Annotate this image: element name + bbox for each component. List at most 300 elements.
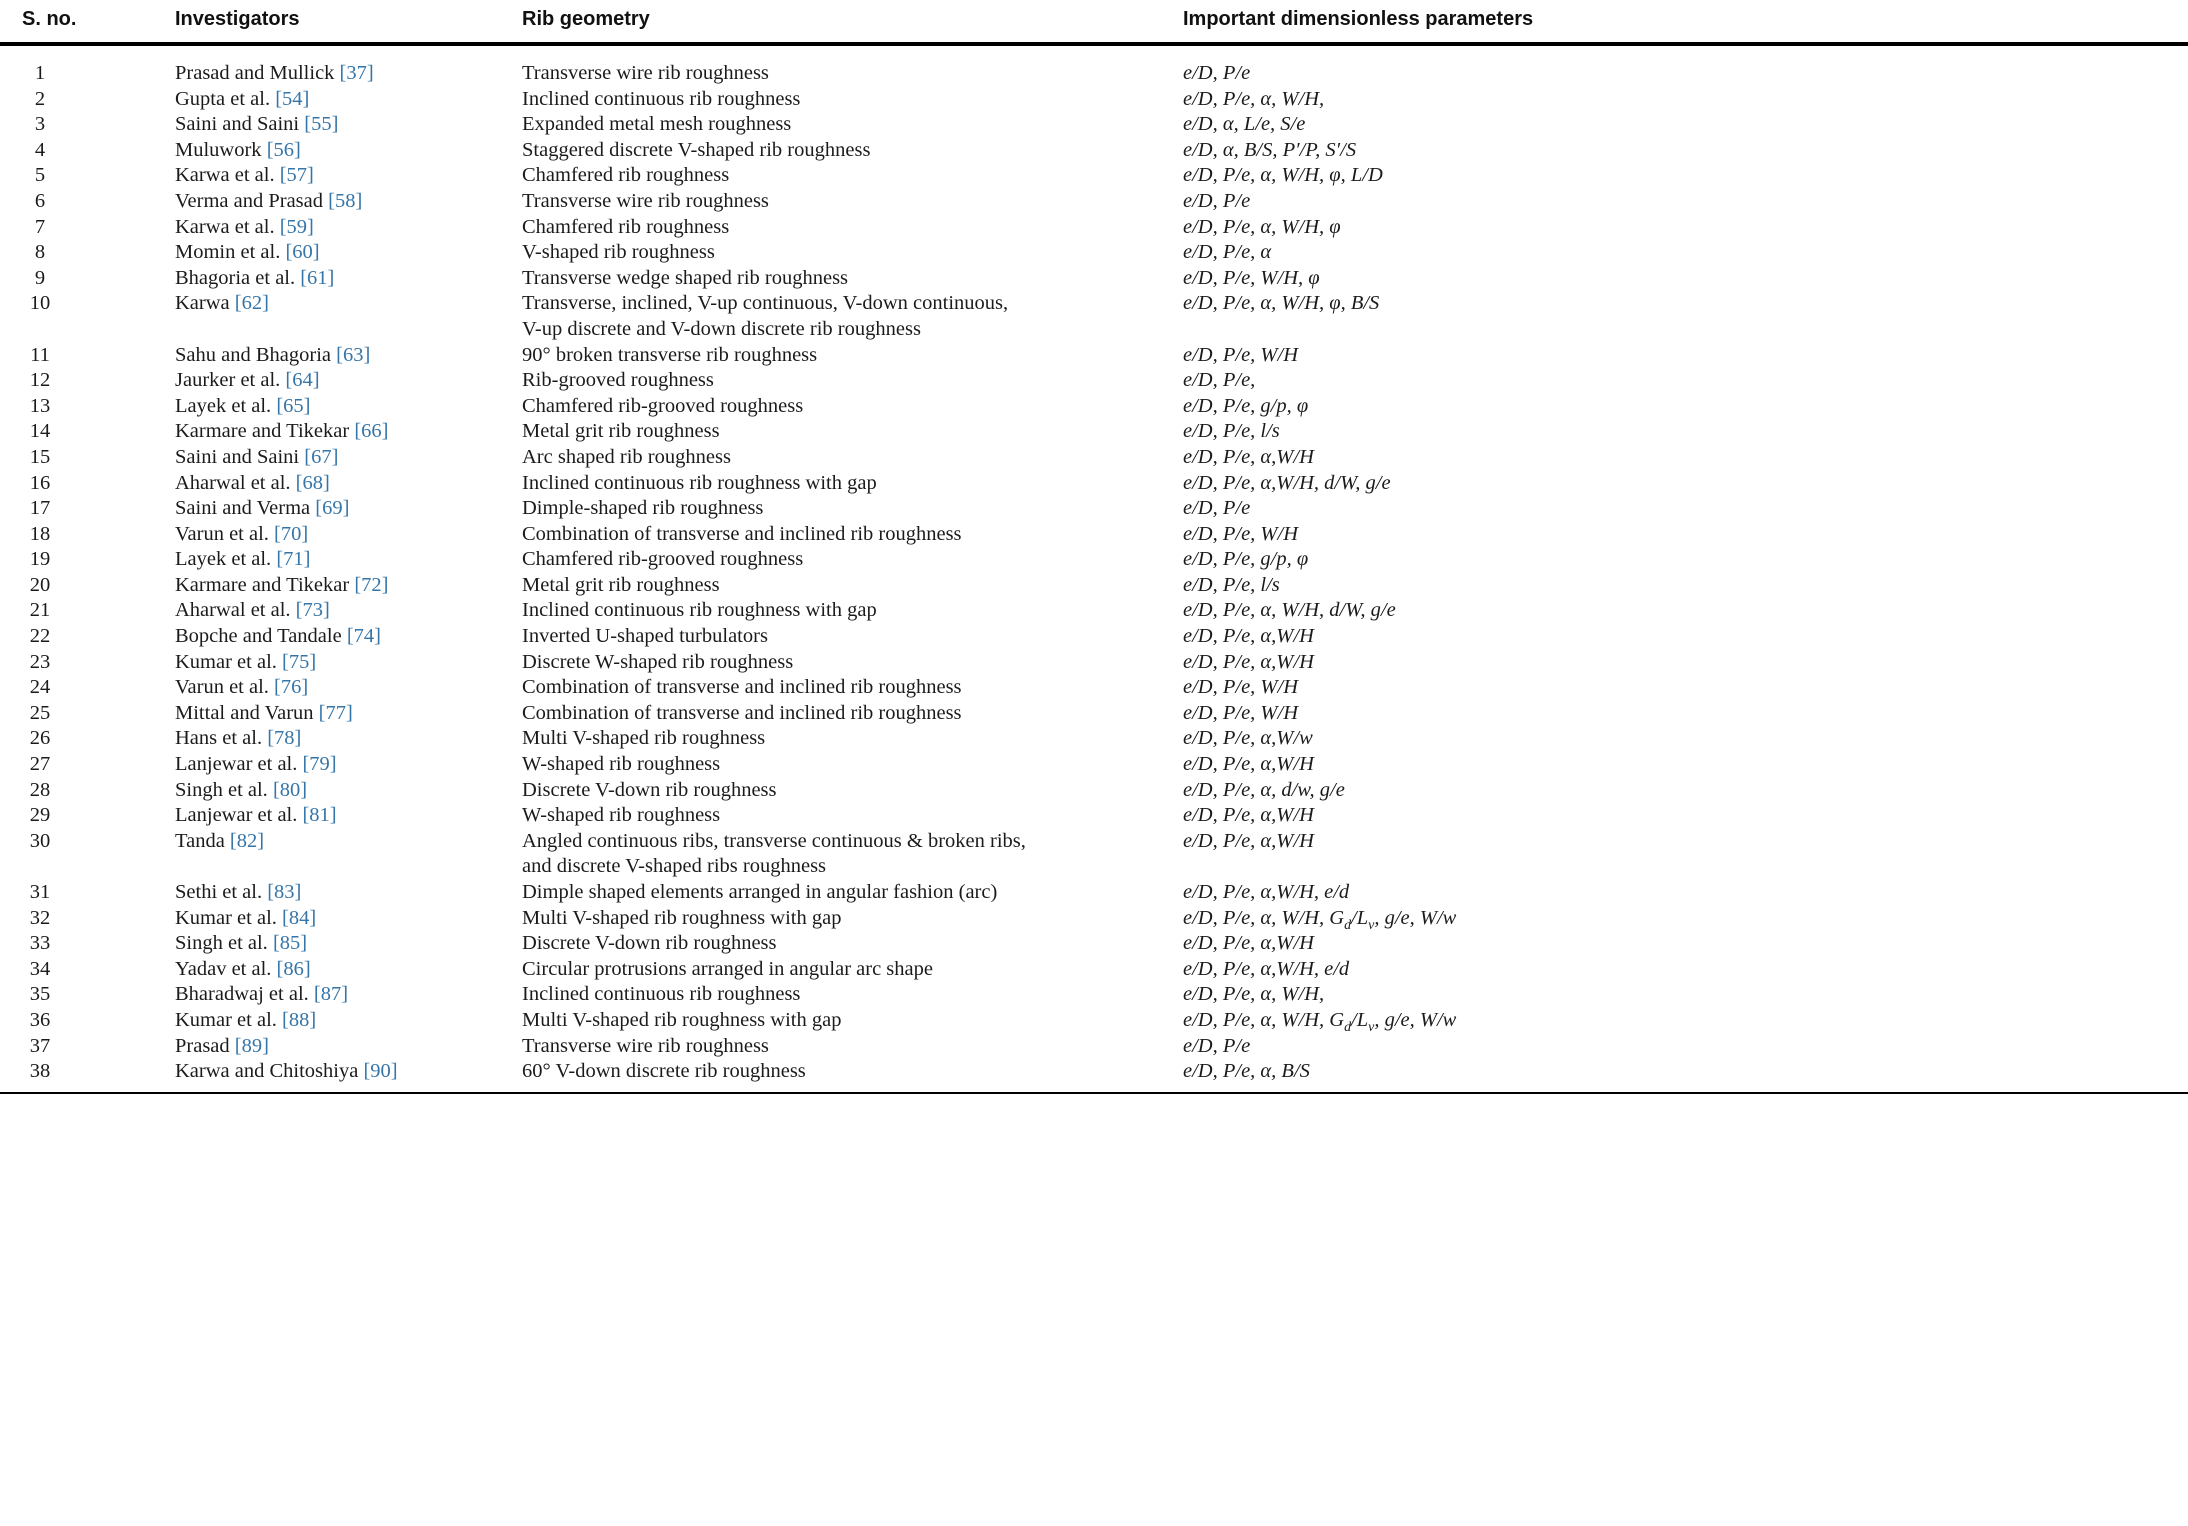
row-serial-number: 27 bbox=[29, 753, 51, 776]
serial-number-cell bbox=[22, 291, 175, 317]
rib-geometry-text: Discrete W-shaped rib roughness bbox=[522, 650, 794, 673]
reference-link[interactable]: [66] bbox=[354, 420, 389, 443]
serial-number-cell bbox=[22, 573, 175, 599]
rib-geometry-text: Combination of transverse and inclined rib roughness bbox=[522, 522, 962, 545]
investigator-name: Tanda bbox=[175, 829, 225, 852]
investigator-name: Layek et al. bbox=[175, 548, 272, 571]
table-row bbox=[22, 982, 2188, 1008]
parameters-text: e/D, P/e bbox=[1183, 62, 1251, 84]
serial-number-cell bbox=[22, 650, 175, 676]
table-row bbox=[22, 931, 2188, 957]
rib-geometry-text: Circular protrusions arranged in angular arc shape bbox=[522, 957, 933, 980]
investigator-name: Singh et al. bbox=[175, 932, 268, 955]
serial-number-cell bbox=[22, 1008, 175, 1034]
reference-link[interactable]: [89] bbox=[234, 1034, 269, 1057]
reference-link[interactable]: [59] bbox=[279, 215, 314, 238]
parameters-text: e/D, P/e, W/H bbox=[1183, 676, 1298, 699]
investigator-cell bbox=[175, 906, 522, 932]
investigator-name: Prasad and Mullick bbox=[175, 62, 335, 84]
investigator-name: Karwa bbox=[175, 292, 230, 315]
investigator-cell bbox=[175, 726, 522, 752]
investigator-cell bbox=[175, 368, 522, 394]
rib-geometry-text: Inclined continuous rib roughness with gap bbox=[522, 599, 877, 622]
header-rib-geometry: Rib geometry bbox=[522, 8, 650, 30]
investigator-name: Varun et al. bbox=[175, 676, 269, 699]
investigator-cell bbox=[175, 445, 522, 471]
investigator-cell bbox=[175, 957, 522, 983]
investigator-cell bbox=[175, 343, 522, 369]
investigator-cell bbox=[175, 1034, 522, 1060]
investigator-name: Lanjewar et al. bbox=[175, 804, 298, 827]
rib-geometry-text: 60° V-down discrete rib roughness bbox=[522, 1060, 806, 1083]
parameters-text: e/D, P/e, α, W/H, $G_d/L_v$, g/e, W/w bbox=[1183, 906, 1457, 933]
rib-geometry-text: Multi V-shaped rib roughness with gap bbox=[522, 906, 842, 929]
table-row bbox=[22, 752, 2188, 778]
rib-geometry-text: Combination of transverse and inclined rib roughness bbox=[522, 676, 962, 699]
reference-link[interactable]: [81] bbox=[302, 804, 337, 827]
parameters-text: e/D, P/e, α, W/H, bbox=[1183, 87, 1325, 110]
investigator-name: Sahu and Bhagoria bbox=[175, 343, 331, 366]
investigator-cell bbox=[175, 1059, 522, 1085]
investigator-cell bbox=[175, 880, 522, 906]
table-row bbox=[22, 701, 2188, 727]
row-serial-number: 9 bbox=[34, 266, 46, 289]
reference-link[interactable]: [71] bbox=[276, 548, 311, 571]
investigator-cell bbox=[175, 675, 522, 701]
investigator-cell bbox=[175, 624, 522, 650]
investigator-name: Verma and Prasad bbox=[175, 189, 324, 212]
serial-number-cell bbox=[22, 138, 175, 164]
parameters-text: e/D, P/e, α,W/H bbox=[1183, 804, 1314, 827]
reference-link[interactable]: [75] bbox=[282, 650, 317, 673]
table-row bbox=[22, 394, 2188, 420]
row-serial-number: 12 bbox=[29, 369, 51, 392]
table-row bbox=[22, 547, 2188, 573]
serial-number-cell bbox=[22, 112, 175, 138]
row-serial-number: 4 bbox=[34, 138, 46, 161]
reference-link[interactable]: [80] bbox=[272, 778, 308, 801]
rib-geometry-text: Multi V-shaped rib roughness bbox=[522, 727, 766, 750]
serial-number-cell bbox=[22, 598, 175, 624]
investigator-name: Karwa et al. bbox=[175, 215, 275, 238]
rib-geometry-text: W-shaped rib roughness bbox=[522, 753, 721, 776]
investigator-name: Sethi et al. bbox=[175, 881, 263, 903]
rib-geometry-text: Discrete V-down rib roughness bbox=[522, 932, 777, 955]
table-row bbox=[22, 906, 2188, 932]
serial-number-cell bbox=[22, 471, 175, 497]
serial-number-cell bbox=[22, 240, 175, 266]
serial-number-cell bbox=[22, 368, 175, 394]
table-row bbox=[22, 445, 2188, 471]
rib-geometry-text: Transverse, inclined, V-up continuous, V-down continuous, V-up discrete and V-down discrete rib roughness bbox=[522, 292, 1009, 340]
investigator-name: Gupta et al. bbox=[175, 87, 271, 110]
investigator-cell bbox=[175, 752, 522, 778]
row-serial-number: 5 bbox=[34, 164, 46, 187]
serial-number-cell bbox=[22, 931, 175, 957]
reference-link[interactable]: [62] bbox=[234, 292, 269, 315]
investigator-cell bbox=[175, 982, 522, 1008]
row-serial-number: 35 bbox=[29, 983, 51, 1006]
investigator-cell bbox=[175, 240, 522, 266]
investigator-cell bbox=[175, 701, 522, 727]
table-row bbox=[22, 87, 2188, 113]
row-serial-number: 28 bbox=[29, 778, 51, 801]
row-serial-number: 24 bbox=[29, 676, 51, 699]
investigator-name: Karmare and Tikekar bbox=[175, 573, 350, 596]
investigator-name: Layek et al. bbox=[175, 394, 272, 417]
investigator-cell bbox=[175, 112, 522, 138]
parameters-text: e/D, P/e, α, W/H, $G_d/L_v$, g/e, W/w bbox=[1183, 1008, 1457, 1036]
reference-link[interactable]: [79] bbox=[302, 753, 337, 776]
row-serial-number: 26 bbox=[29, 727, 51, 750]
row-serial-number: 16 bbox=[29, 471, 51, 494]
investigator-name: Saini and Saini bbox=[175, 445, 300, 468]
serial-number-cell bbox=[22, 624, 175, 650]
rib-geometry-text: V-shaped rib roughness bbox=[522, 241, 715, 264]
reference-link[interactable]: [70] bbox=[274, 522, 309, 545]
reference-link[interactable]: [67] bbox=[304, 445, 339, 468]
investigator-name: Karwa and Chitoshiya bbox=[175, 1060, 359, 1083]
serial-number-cell bbox=[22, 906, 175, 932]
row-serial-number: 18 bbox=[29, 522, 51, 545]
row-serial-number: 23 bbox=[29, 650, 51, 673]
investigator-name: Mittal and Varun bbox=[175, 701, 314, 724]
parameters-text: e/D, P/e, α bbox=[1183, 241, 1272, 264]
serial-number-cell bbox=[22, 163, 175, 189]
reference-link[interactable]: [82] bbox=[229, 829, 265, 852]
parameters-text: e/D, P/e, W/H, φ bbox=[1183, 266, 1320, 289]
reference-link[interactable]: [57] bbox=[279, 164, 314, 187]
parameters-text: e/D, P/e, α, W/H, φ bbox=[1183, 215, 1341, 238]
rib-geometry-text: Transverse wire rib roughness bbox=[522, 1034, 769, 1057]
reference-link[interactable]: [77] bbox=[318, 701, 353, 724]
parameters-text: e/D, P/e, α, W/H, φ, L/D bbox=[1183, 164, 1383, 187]
parameters-text: e/D, P/e, α,W/H bbox=[1183, 829, 1314, 852]
row-serial-number: 13 bbox=[29, 394, 51, 417]
serial-number-cell bbox=[22, 394, 175, 420]
investigator-name: Lanjewar et al. bbox=[175, 753, 298, 776]
serial-number-cell bbox=[22, 189, 175, 215]
investigator-cell bbox=[175, 496, 522, 522]
investigator-cell bbox=[175, 266, 522, 292]
parameters-text: e/D, P/e, g/p, φ bbox=[1183, 548, 1309, 571]
row-serial-number: 10 bbox=[29, 292, 51, 315]
parameters-text: e/D, α, L/e, S/e bbox=[1183, 113, 1306, 136]
investigator-name: Jaurker et al. bbox=[175, 369, 281, 392]
investigator-cell bbox=[175, 189, 522, 215]
row-serial-number: 25 bbox=[29, 701, 51, 724]
reference-link[interactable]: [72] bbox=[354, 573, 389, 596]
parameters-text: e/D, P/e bbox=[1183, 189, 1251, 212]
parameters-text: e/D, P/e, α,W/H bbox=[1183, 932, 1314, 955]
investigator-cell bbox=[175, 291, 522, 317]
table-row bbox=[22, 650, 2188, 676]
rib-geometry-text: Chamfered rib-grooved roughness bbox=[522, 548, 804, 571]
reference-link[interactable]: [90] bbox=[363, 1060, 398, 1083]
parameters-text: e/D, P/e, α, W/H, bbox=[1183, 983, 1325, 1006]
table-row bbox=[22, 1059, 2188, 1085]
rib-geometry-text: Angled continuous ribs, transverse continuous & broken ribs, and discrete V-shaped ribs roughness bbox=[522, 829, 1026, 878]
parameters-text: e/D, P/e, α,W/H, e/d bbox=[1183, 881, 1350, 903]
table-row bbox=[22, 471, 2188, 497]
investigator-name: Bharadwaj et al. bbox=[175, 983, 309, 1006]
rib-geometry-text: Inclined continuous rib roughness bbox=[522, 87, 801, 110]
parameters-text: e/D, P/e, α,W/H bbox=[1183, 445, 1314, 468]
parameters-text: e/D, P/e bbox=[1183, 1034, 1251, 1057]
parameters-text: e/D, P/e, α,W/H bbox=[1183, 625, 1314, 648]
reference-link[interactable]: [78] bbox=[267, 727, 302, 750]
investigator-cell bbox=[175, 598, 522, 624]
row-serial-number: 14 bbox=[29, 420, 51, 443]
investigator-cell bbox=[175, 138, 522, 164]
investigator-name: Karwa et al. bbox=[175, 164, 275, 187]
table-row bbox=[22, 266, 2188, 292]
serial-number-cell bbox=[22, 752, 175, 778]
investigator-name: Aharwal et al. bbox=[175, 471, 291, 494]
reference-link[interactable]: [83] bbox=[267, 881, 302, 903]
serial-number-cell bbox=[22, 522, 175, 548]
table-row bbox=[22, 573, 2188, 599]
rib-geometry-text: Transverse wedge shaped rib roughness bbox=[522, 266, 849, 289]
parameters-text: e/D, P/e, W/H bbox=[1183, 343, 1298, 366]
reference-link[interactable]: [64] bbox=[285, 369, 320, 392]
rib-geometry-text: Arc shaped rib roughness bbox=[522, 445, 731, 468]
reference-link[interactable]: [73] bbox=[295, 599, 330, 622]
row-serial-number: 34 bbox=[29, 957, 51, 980]
serial-number-cell bbox=[22, 803, 175, 829]
parameters-text: e/D, P/e, α, W/H, d/W, g/e bbox=[1183, 599, 1396, 622]
parameters-text: e/D, P/e, bbox=[1183, 369, 1256, 392]
table-row bbox=[22, 522, 2188, 548]
rib-geometry-text: Metal grit rib roughness bbox=[522, 573, 720, 596]
serial-number-cell bbox=[22, 445, 175, 471]
serial-number-cell bbox=[22, 419, 175, 445]
rib-geometry-text: Expanded metal mesh roughness bbox=[522, 113, 792, 136]
reference-link[interactable]: [88] bbox=[282, 1008, 317, 1031]
rib-geometry-text: Combination of transverse and inclined rib roughness bbox=[522, 701, 962, 724]
serial-number-cell bbox=[22, 1059, 175, 1085]
rib-geometry-text: Inclined continuous rib roughness with gap bbox=[522, 471, 877, 494]
parameters-text: e/D, P/e, α,W/H bbox=[1183, 650, 1314, 673]
serial-number-cell bbox=[22, 61, 175, 87]
row-serial-number: 2 bbox=[34, 87, 46, 110]
investigator-cell bbox=[175, 61, 522, 87]
reference-link[interactable]: [74] bbox=[346, 625, 381, 648]
investigator-cell bbox=[175, 163, 522, 189]
investigator-name: Hans et al. bbox=[175, 727, 263, 750]
rib-geometry-text: Inverted U-shaped turbulators bbox=[522, 625, 768, 648]
table-row bbox=[22, 240, 2188, 266]
table-row bbox=[22, 419, 2188, 445]
investigator-name: Kumar et al. bbox=[175, 906, 277, 929]
investigator-cell bbox=[175, 650, 522, 676]
rib-geometry-text: Metal grit rib roughness bbox=[522, 420, 720, 443]
investigator-cell bbox=[175, 803, 522, 829]
row-serial-number: 22 bbox=[29, 625, 51, 648]
parameters-text: e/D, P/e, g/p, φ bbox=[1183, 394, 1309, 417]
serial-number-cell bbox=[22, 726, 175, 752]
table-row bbox=[22, 803, 2188, 829]
table-row bbox=[22, 163, 2188, 189]
header-s-no: S. no. bbox=[22, 8, 77, 30]
serial-number-cell bbox=[22, 496, 175, 522]
rib-geometry-text: Transverse wire rib roughness bbox=[522, 62, 769, 84]
reference-link[interactable]: [65] bbox=[276, 394, 311, 417]
row-serial-number: 36 bbox=[29, 1008, 51, 1031]
rib-geometry-text: W-shaped rib roughness bbox=[522, 804, 721, 827]
reference-link[interactable]: [56] bbox=[266, 138, 301, 161]
table-row bbox=[22, 778, 2188, 804]
parameters-text: e/D, P/e, α,W/H, e/d bbox=[1183, 957, 1350, 980]
table-row bbox=[22, 138, 2188, 164]
serial-number-cell bbox=[22, 957, 175, 983]
reference-link[interactable]: [68] bbox=[295, 471, 330, 494]
investigator-cell bbox=[175, 215, 522, 241]
investigator-name: Prasad bbox=[175, 1034, 230, 1057]
reference-link[interactable]: [61] bbox=[300, 266, 335, 289]
rib-geometry-text: Staggered discrete V-shaped rib roughness bbox=[522, 138, 871, 161]
parameters-text: e/D, P/e, α,W/w bbox=[1183, 727, 1313, 750]
parameters-text: e/D, P/e, α,W/H, d/W, g/e bbox=[1183, 471, 1391, 494]
investigator-name: Bhagoria et al. bbox=[175, 266, 296, 289]
rib-geometry-text: Transverse wire rib roughness bbox=[522, 189, 769, 212]
row-serial-number: 8 bbox=[34, 241, 46, 264]
investigator-cell bbox=[175, 419, 522, 445]
investigator-name: Saini and Saini bbox=[175, 113, 300, 136]
row-serial-number: 32 bbox=[29, 906, 51, 929]
investigator-cell bbox=[175, 547, 522, 573]
reference-link[interactable]: [55] bbox=[304, 113, 339, 136]
row-serial-number: 15 bbox=[29, 445, 51, 468]
table-row bbox=[22, 880, 2188, 906]
parameters-text: e/D, α, B/S, P′/P, S′/S bbox=[1183, 138, 1357, 161]
serial-number-cell bbox=[22, 547, 175, 573]
investigator-cell bbox=[175, 778, 522, 804]
investigator-cell bbox=[175, 394, 522, 420]
serial-number-cell bbox=[22, 829, 175, 855]
parameters-text: e/D, P/e, α,W/H bbox=[1183, 753, 1314, 776]
investigator-cell bbox=[175, 87, 522, 113]
row-serial-number: 1 bbox=[34, 62, 46, 84]
row-serial-number: 17 bbox=[29, 497, 51, 520]
table-row bbox=[22, 1034, 2188, 1060]
investigator-cell bbox=[175, 1008, 522, 1034]
row-serial-number: 38 bbox=[29, 1060, 51, 1083]
header-investigators: Investigators bbox=[175, 8, 300, 30]
serial-number-cell bbox=[22, 87, 175, 113]
rib-geometry-text: Rib-grooved roughness bbox=[522, 369, 714, 392]
table-row bbox=[22, 368, 2188, 394]
table-row bbox=[22, 829, 2188, 880]
investigator-name: Karmare and Tikekar bbox=[175, 420, 350, 443]
row-serial-number: 30 bbox=[29, 829, 51, 852]
rib-geometry-text: Discrete V-down rib roughness bbox=[522, 778, 777, 801]
table-row bbox=[22, 598, 2188, 624]
investigator-name: Momin et al. bbox=[175, 241, 281, 264]
reference-link[interactable]: [63] bbox=[336, 343, 371, 366]
rib-geometry-text: 90° broken transverse rib roughness bbox=[522, 343, 818, 366]
table-row bbox=[22, 957, 2188, 983]
table-row bbox=[22, 496, 2188, 522]
reference-link[interactable]: [87] bbox=[313, 983, 349, 1006]
reference-link[interactable]: [37] bbox=[339, 62, 374, 84]
rib-geometry-text: Chamfered rib roughness bbox=[522, 164, 730, 187]
row-serial-number: 19 bbox=[29, 548, 51, 571]
investigator-name: Varun et al. bbox=[175, 522, 269, 545]
parameters-text: e/D, P/e, α, B/S bbox=[1183, 1060, 1310, 1083]
reference-link[interactable]: [69] bbox=[315, 497, 350, 520]
table-header-row bbox=[0, 0, 2188, 46]
reference-link[interactable]: [85] bbox=[272, 932, 308, 955]
rib-geometry-text: Dimple-shaped rib roughness bbox=[522, 497, 764, 520]
parameters-text: e/D, P/e, l/s bbox=[1183, 420, 1280, 443]
serial-number-cell bbox=[22, 778, 175, 804]
serial-number-cell bbox=[22, 1034, 175, 1060]
table-row bbox=[22, 343, 2188, 369]
rib-geometry-text: Dimple shaped elements arranged in angular fashion (arc) bbox=[522, 881, 998, 903]
reference-link[interactable]: [84] bbox=[282, 906, 317, 929]
table-row bbox=[22, 61, 2188, 87]
table-row bbox=[22, 726, 2188, 752]
table-body bbox=[0, 46, 2188, 1094]
row-serial-number: 6 bbox=[34, 189, 46, 212]
serial-number-cell bbox=[22, 880, 175, 906]
investigator-name: Kumar et al. bbox=[175, 1008, 277, 1031]
table-row bbox=[22, 215, 2188, 241]
reference-link[interactable]: [60] bbox=[285, 241, 320, 264]
row-serial-number: 33 bbox=[29, 932, 51, 955]
investigator-name: Kumar et al. bbox=[175, 650, 277, 673]
table-row bbox=[22, 1008, 2188, 1034]
serial-number-cell bbox=[22, 982, 175, 1008]
table-row bbox=[22, 112, 2188, 138]
table-row bbox=[22, 624, 2188, 650]
rib-geometry-text: Inclined continuous rib roughness bbox=[522, 983, 801, 1006]
reference-link[interactable]: [76] bbox=[274, 676, 309, 699]
row-serial-number: 3 bbox=[34, 113, 46, 136]
investigator-cell bbox=[175, 829, 522, 855]
table-row bbox=[22, 291, 2188, 342]
row-serial-number: 21 bbox=[29, 599, 51, 622]
row-serial-number: 20 bbox=[29, 573, 51, 596]
parameters-text: e/D, P/e, l/s bbox=[1183, 573, 1280, 596]
row-serial-number: 29 bbox=[29, 804, 51, 827]
rib-geometry-text: Chamfered rib-grooved roughness bbox=[522, 394, 804, 417]
serial-number-cell bbox=[22, 343, 175, 369]
parameters-text: e/D, P/e bbox=[1183, 497, 1251, 520]
reference-link[interactable]: [86] bbox=[276, 957, 311, 980]
serial-number-cell bbox=[22, 675, 175, 701]
investigator-name: Aharwal et al. bbox=[175, 599, 291, 622]
row-serial-number: 11 bbox=[30, 343, 50, 366]
reference-link[interactable]: [58] bbox=[328, 189, 363, 212]
row-serial-number: 31 bbox=[29, 881, 51, 903]
serial-number-cell bbox=[22, 266, 175, 292]
investigator-name: Bopche and Tandale bbox=[175, 625, 342, 648]
rib-geometry-text: Chamfered rib roughness bbox=[522, 215, 730, 238]
rib-geometry-text: Multi V-shaped rib roughness with gap bbox=[522, 1008, 842, 1031]
reference-link[interactable]: [54] bbox=[275, 87, 310, 110]
serial-number-cell bbox=[22, 701, 175, 727]
investigator-name: Singh et al. bbox=[175, 778, 268, 801]
parameters-text: e/D, P/e, α, d/w, g/e bbox=[1183, 778, 1345, 801]
row-serial-number: 7 bbox=[34, 215, 46, 238]
parameters-text: e/D, P/e, α, W/H, φ, B/S bbox=[1183, 292, 1380, 315]
investigator-cell bbox=[175, 471, 522, 497]
serial-number-cell bbox=[22, 215, 175, 241]
table-row bbox=[22, 189, 2188, 215]
investigator-name: Saini and Verma bbox=[175, 497, 311, 520]
